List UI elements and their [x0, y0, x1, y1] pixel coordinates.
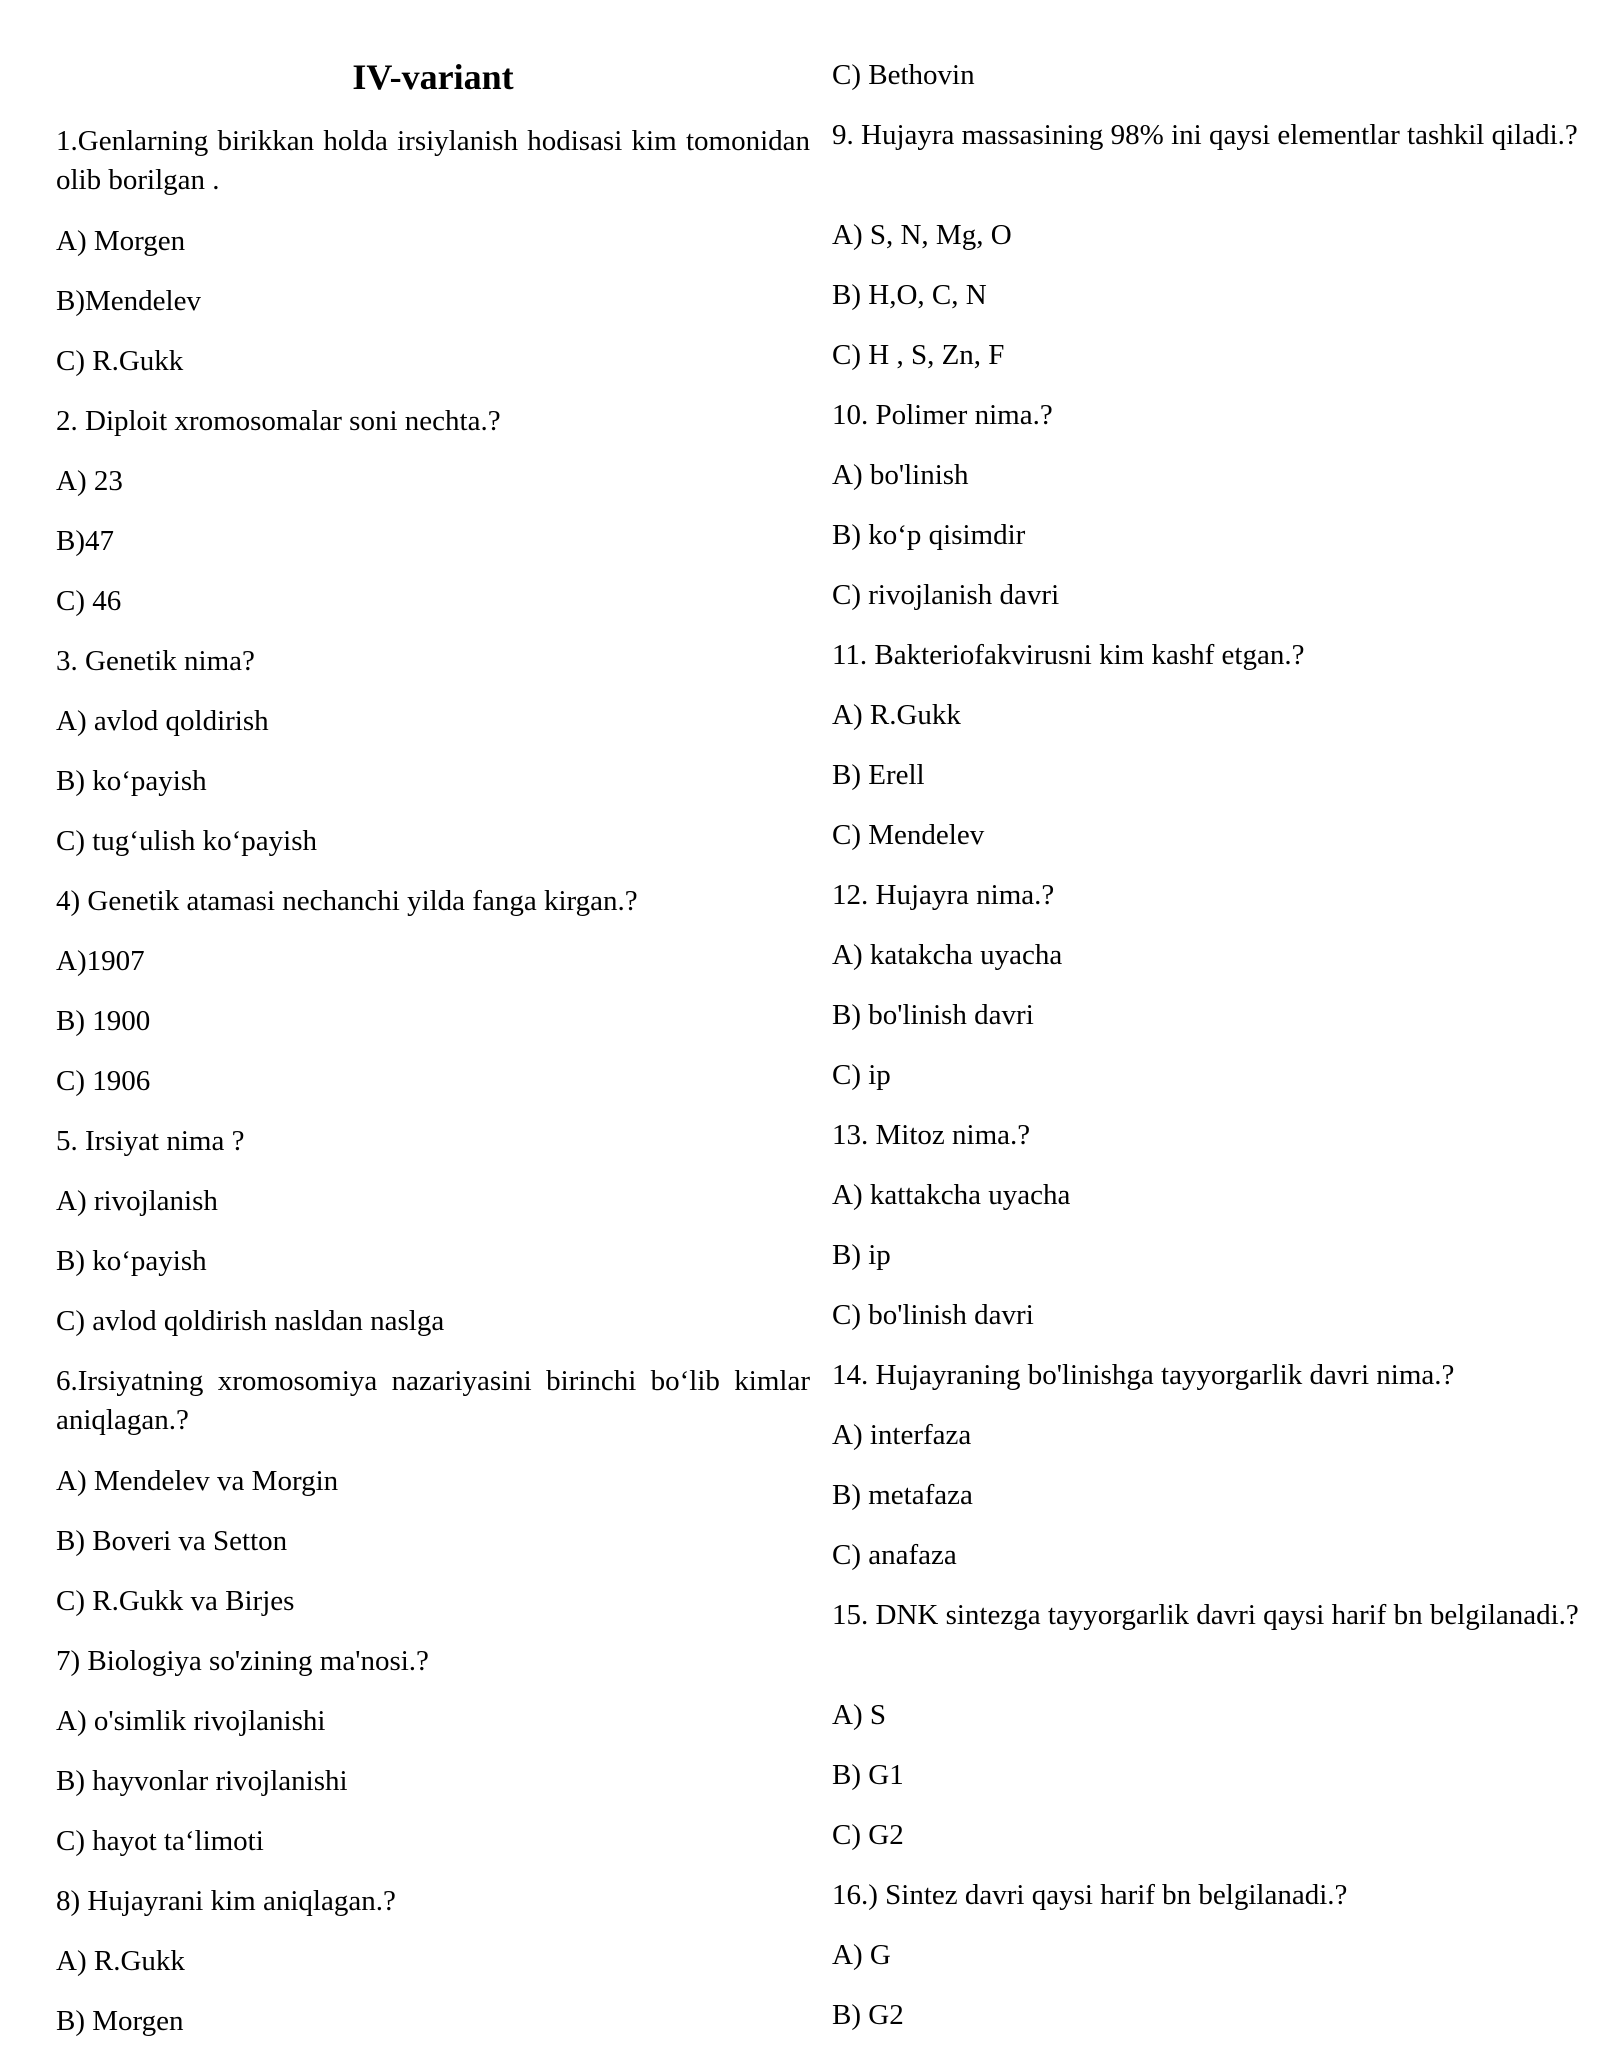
- question-text: 10. Polimer nima.?: [832, 399, 1053, 431]
- question-text: 15. DNK sintezga tayyorgarlik davri qaysi harif bn belgilanadi.?: [832, 1599, 1579, 1631]
- question-text: 14. Hujayraning bo'linishga tayyorgarlik davri nima.?: [832, 1359, 1455, 1391]
- answer-option: A) S, N, Mg, O: [832, 219, 1012, 251]
- answer-option: A) kattakcha uyacha: [832, 1179, 1071, 1211]
- question-text: 4) Genetik atamasi nechanchi yilda fanga kirgan.?: [56, 885, 638, 917]
- page-title: IV-variant: [352, 57, 514, 97]
- answer-option: C) 46: [56, 585, 122, 617]
- question-text: 6.Irsiyatning xromosomiya nazariyasini birinchi bo‘lib kimlar aniqlagan.?: [56, 1365, 810, 1436]
- answer-option: C) 1906: [56, 1065, 151, 1097]
- answer-option: A)1907: [56, 945, 145, 977]
- answer-option: C) ip: [832, 1059, 891, 1091]
- answer-option: C) R.Gukk va Birjes: [56, 1585, 295, 1617]
- question-text: 9. Hujayra massasining 98% ini qaysi elementlar tashkil qiladi.?: [832, 119, 1578, 151]
- question-text: 5. Irsiyat nima ?: [56, 1125, 245, 1157]
- answer-option: A) bo'linish: [832, 459, 969, 491]
- answer-option: B) Erell: [832, 759, 925, 791]
- question-text: 13. Mitoz nima.?: [832, 1119, 1031, 1151]
- answer-option: B) hayvonlar rivojlanishi: [56, 1765, 348, 1797]
- answer-option: B) G1: [832, 1759, 904, 1791]
- answer-option: A) R.Gukk: [56, 1945, 185, 1977]
- answer-option: C) hayot ta‘limoti: [56, 1825, 264, 1857]
- answer-option: B) Boveri va Setton: [56, 1525, 288, 1557]
- answer-option: C) anafaza: [832, 1539, 957, 1571]
- answer-option: A) rivojlanish: [56, 1185, 218, 1217]
- question-text: 3. Genetik nima?: [56, 645, 255, 677]
- answer-option: B) metafaza: [832, 1479, 973, 1511]
- answer-option: C) Bethovin: [832, 59, 975, 91]
- question-text: 16.) Sintez davri qaysi harif bn belgilanadi.?: [832, 1879, 1348, 1911]
- answer-option: B)Mendelev: [56, 285, 201, 317]
- answer-option: B) ip: [832, 1239, 891, 1271]
- answer-option: B)47: [56, 525, 114, 557]
- question-text: 12. Hujayra nima.?: [832, 879, 1055, 911]
- answer-option: A) R.Gukk: [832, 699, 961, 731]
- answer-option: C) H , S, Zn, F: [832, 339, 1005, 371]
- answer-option: A) Morgen: [56, 225, 186, 257]
- answer-option: A) S: [832, 1699, 886, 1731]
- answer-option: B) bo'linish davri: [832, 999, 1034, 1031]
- answer-option: A) katakcha uyacha: [832, 939, 1063, 971]
- question-text: 7) Biologiya so'zining ma'nosi.?: [56, 1645, 429, 1677]
- answer-option: C) Mendelev: [832, 819, 985, 851]
- answer-option: C) rivojlanish davri: [832, 579, 1060, 611]
- answer-option: B) ko‘payish: [56, 1245, 207, 1277]
- answer-option: B) H,O, C, N: [832, 279, 987, 311]
- answer-option: A) 23: [56, 465, 123, 497]
- answer-option: A) G: [832, 1939, 891, 1971]
- answer-option: B) ko‘payish: [56, 765, 207, 797]
- answer-option: B) 1900: [56, 1005, 151, 1037]
- answer-option: C) R.Gukk: [56, 345, 184, 377]
- answer-option: C) bo'linish davri: [832, 1299, 1034, 1331]
- question-text: 2. Diploit xromosomalar soni nechta.?: [56, 405, 501, 437]
- answer-option: A) o'simlik rivojlanishi: [56, 1705, 326, 1737]
- question-text: 8) Hujayrani kim aniqlagan.?: [56, 1885, 396, 1917]
- answer-option: C) G2: [832, 1819, 904, 1851]
- answer-option: A) interfaza: [832, 1419, 972, 1451]
- answer-option: A) avlod qoldirish: [56, 705, 269, 737]
- answer-option: B) G2: [832, 1999, 904, 2031]
- question-text: 1.Genlarning birikkan holda irsiylanish hodisasi kim tomonidan olib borilgan .: [56, 125, 810, 196]
- answer-option: B) ko‘p qisimdir: [832, 519, 1026, 551]
- question-text: 11. Bakteriofakvirusni kim kashf etgan.?: [832, 639, 1305, 671]
- answer-option: C) avlod qoldirish nasldan naslga: [56, 1305, 445, 1337]
- answer-option: A) Mendelev va Morgin: [56, 1465, 339, 1497]
- answer-option: B) Morgen: [56, 2005, 184, 2037]
- answer-option: C) tug‘ulish ko‘payish: [56, 825, 317, 857]
